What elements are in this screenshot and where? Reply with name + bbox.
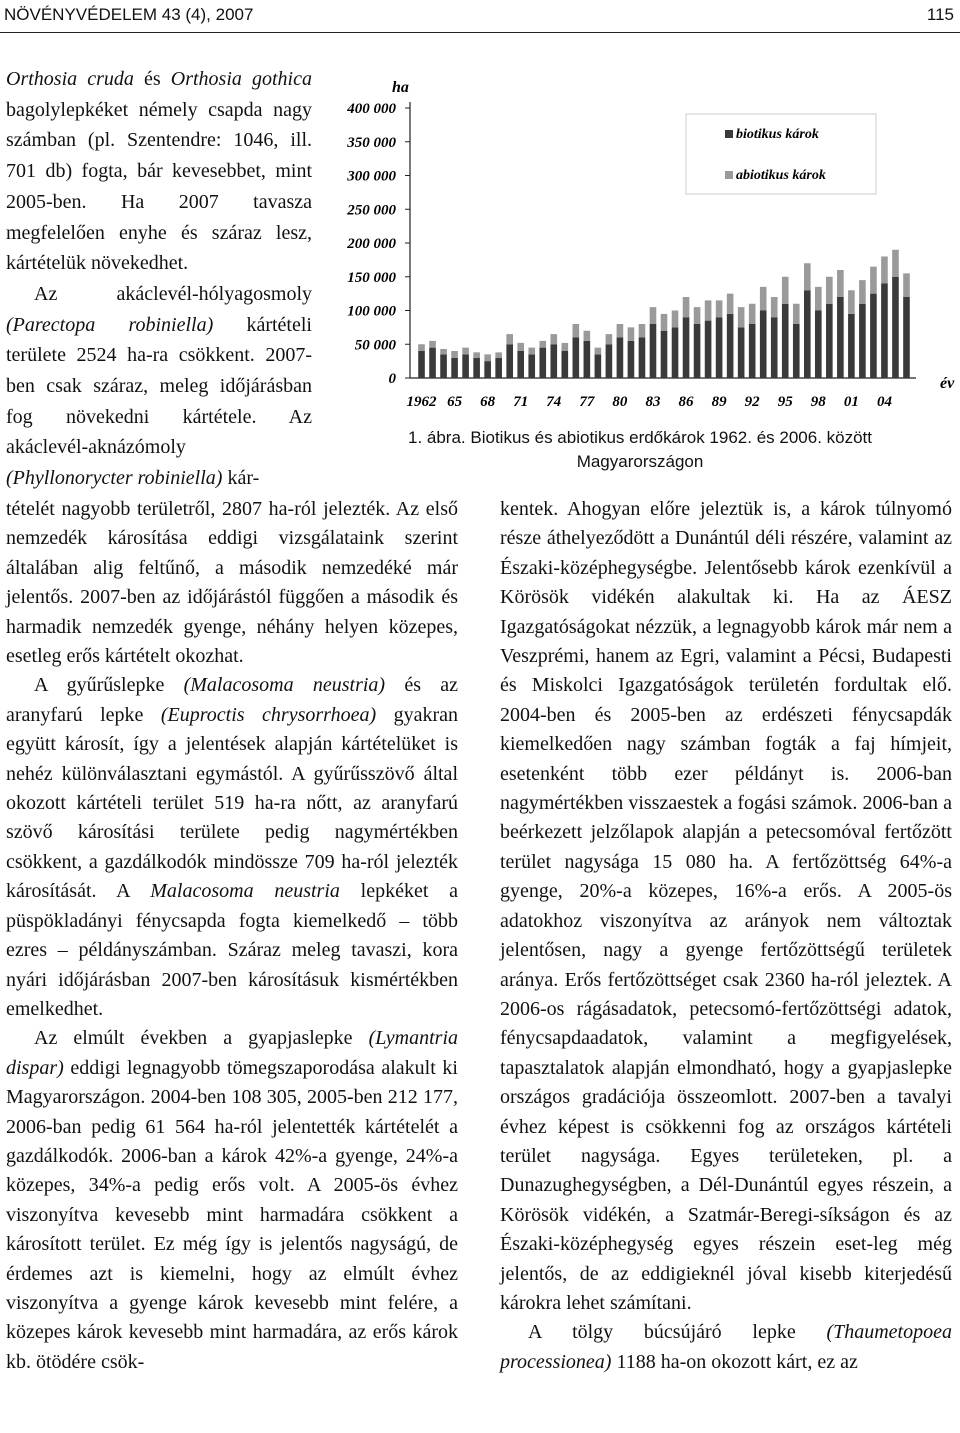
bar-abiotikus — [506, 334, 513, 344]
bar-abiotikus — [661, 314, 668, 331]
bar-abiotikus — [628, 327, 635, 341]
page-number: 115 — [926, 5, 954, 24]
y-tick-label: 400 000 — [347, 101, 396, 117]
bar-abiotikus — [473, 352, 480, 357]
bar-abiotikus — [716, 300, 723, 317]
bar-abiotikus — [573, 324, 580, 338]
bar-abiotikus — [462, 348, 469, 355]
bar-biotikus — [473, 358, 480, 378]
left-column — [6, 495, 458, 1377]
bar-abiotikus — [760, 287, 767, 311]
bar-biotikus — [506, 344, 513, 378]
y-tick-label: 250 000 — [347, 202, 396, 219]
figure-1-chart — [326, 72, 956, 476]
bar-biotikus — [595, 354, 602, 378]
bar-abiotikus — [606, 334, 613, 344]
x-tick-label: 04 — [876, 394, 892, 410]
bar-biotikus — [826, 304, 833, 378]
bar-abiotikus — [815, 287, 822, 311]
bar-abiotikus — [804, 263, 811, 290]
bar-biotikus — [639, 338, 646, 379]
bar-abiotikus — [418, 344, 425, 351]
bar-biotikus — [749, 324, 756, 378]
bar-abiotikus — [495, 352, 502, 357]
x-unit-label: év — [940, 375, 955, 392]
x-tick-label: 01 — [843, 394, 859, 410]
bar-abiotikus — [639, 324, 646, 338]
bar-biotikus — [484, 361, 491, 378]
legend-label-abiotic: abiotikus károk — [736, 168, 826, 183]
bar-biotikus — [727, 314, 734, 378]
x-tick-label: 92 — [744, 394, 760, 410]
y-tick-label: 150 000 — [347, 269, 396, 286]
legend — [686, 114, 876, 194]
x-tick-label: 77 — [579, 394, 595, 410]
bar-abiotikus — [694, 307, 701, 324]
bar-abiotikus — [859, 280, 866, 304]
bar-biotikus — [418, 351, 425, 378]
bar-abiotikus — [429, 341, 436, 348]
bar-abiotikus — [738, 307, 745, 327]
bar-abiotikus — [782, 277, 789, 304]
bar-biotikus — [881, 284, 888, 379]
bar-biotikus — [903, 297, 910, 378]
bar-biotikus — [815, 311, 822, 379]
bar-abiotikus — [584, 331, 591, 341]
forest-damage-bar-chart — [326, 72, 956, 422]
bar-biotikus — [870, 294, 877, 378]
bar-abiotikus — [451, 351, 458, 358]
bar-biotikus — [892, 277, 899, 378]
paragraph-lymantria: Az elmúlt években a gyapjaslepke (Lymantria dispar) eddigi legnagyobb tömegszaporodása alakult ki Magyarországon. 2004-ben 108 305, 2005-ben 212 177, 2006-ban pedig 61 564 ha-ról jelentették kártételét a gazdálkodók. 2006-ban a károk 42%-a gyenge, 24%-a közepes, 34%-a pedig erős volt. A 2005-ös évhez viszonyítva kevesebb mint harmadára csökkent a károsított terület. Ez még így is jelentős nagyságú, de érdemes azt is kiemelni, hogy az elmúlt évhez viszonyítva a gyenge károk kevesebb mint felére, a közepes károk kevesebb mint harmadára, az erős károk kb. ötödére csök- — [6, 1027, 458, 1373]
bar-abiotikus — [881, 257, 888, 284]
bar-biotikus — [528, 354, 535, 378]
bar-biotikus — [628, 341, 635, 378]
bar-biotikus — [584, 341, 591, 378]
bar-biotikus — [650, 324, 657, 378]
figure-caption — [360, 426, 920, 474]
running-header — [0, 0, 960, 33]
bar-biotikus — [760, 311, 767, 379]
y-unit-label: ha — [392, 79, 409, 96]
bar-biotikus — [606, 344, 613, 378]
caption-line-2: Magyarországon — [576, 452, 704, 471]
bar-abiotikus — [617, 324, 624, 338]
bar-biotikus — [462, 354, 469, 378]
bar-abiotikus — [539, 341, 546, 348]
bar-biotikus — [573, 338, 580, 379]
bar-biotikus — [440, 354, 447, 378]
bar-abiotikus — [484, 354, 491, 361]
bar-biotikus — [429, 348, 436, 378]
bar-biotikus — [859, 304, 866, 378]
paragraph-damage-regions: kentek. Ahogyan előre jeleztük is, a károk túlnyomó része áthelyeződött a Dunántúl déli részére, valamint az Északi-középhegységbe. Jelentősebb károk ezenkívül a Körösök vidékén alakultak ki. Ha az ÁESZ Igazgatóságokat nézzük, a legnagyobb károk már nem a Veszprémi, hanem az Egri, valamint a Pécsi, Budapesti és Miskolci Igazgatóságok területén fordultak elő. 2004-ben és 2005-ben az erdészeti fénycsapdák kiemelkedően nagy számban fogták a faj hímjeit, esetenként több ezer példányt is. 2006-ban nagymértékben visszaestek a fogási számok. 2006-ban a beérkezett jelzőlapok alapján a petecsomóval fertőzött terület nagysága 15 080 ha. A fertőzöttség 64%-a gyenge, 20%-a közepes, 16%-a erős. A 2005-ös adatokhoz viszonyítva az arányok nem változtak jelentősen, nagy a gyenge fertőzöttségű területek aránya. Erős fertőzöttséget csak 2360 ha-ról jeleztek. A 2006-os rágásadatok, petecsomó-fertőzöttségi adatok, fénycsapdaadatok, valamint a megfigyelések, tapasztalatok alapján elmondható, hogy a gyapjaslepke országos gradációja összeomlott. 2007-ben a tavalyi évhez képest is csökkenni fog az országos kártételi terület nagysága. Egyes területeken, pl. a Dunazughegységben, a Dél-Dunántúl egyes részein, a Körösök vidékén, a Szatmár-Beregi-síkságon és az Északi-középhegység egyes részein eset-leg még jelentős, de az eddigieknél jóval kisebb kiterjedésű károkra lehet számítani. — [500, 498, 952, 1314]
y-tick-label: 350 000 — [347, 134, 396, 151]
y-tick-label: 0 — [388, 371, 396, 387]
paragraph-robinia-moths: Az akáclevél-hólyagosmoly (Parectopa robiniella) kártételi területe 2524 ha-ra csökkent. 2007-ben csak száraz, meleg időjárásban fog növekedni kártétele. Az akáclevél-aknázómoly (Phyllonorycter robiniella) kár- — [6, 282, 312, 490]
bar-biotikus — [683, 317, 690, 378]
bar-biotikus — [539, 348, 546, 378]
bar-abiotikus — [771, 297, 778, 317]
x-tick-label: 86 — [678, 394, 694, 410]
y-tick-label: 200 000 — [347, 236, 396, 252]
paragraph-thaumetopoea: A tölgy búcsújáró lepke (Thaumetopoea processionea) 1188 ha-on okozott kárt, ez az — [500, 1321, 952, 1373]
x-tick-label: 71 — [513, 394, 529, 410]
bar-biotikus — [672, 327, 679, 378]
bar-biotikus — [661, 331, 668, 378]
journal-title: NÖVÉNYVÉDELEM 43 (4), 2007 — [4, 5, 254, 24]
right-column — [500, 495, 952, 1377]
bar-abiotikus — [727, 294, 734, 314]
x-tick-label: 74 — [546, 394, 562, 410]
bar-abiotikus — [440, 349, 447, 354]
bar-abiotikus — [837, 270, 844, 297]
bar-biotikus — [451, 358, 458, 378]
x-tick-label: 65 — [447, 394, 463, 410]
x-tick-label: 1962 — [406, 394, 437, 410]
bar-abiotikus — [793, 304, 800, 324]
bar-abiotikus — [561, 343, 568, 351]
x-tick-label: 80 — [612, 394, 628, 410]
bar-abiotikus — [705, 300, 712, 320]
bar-abiotikus — [672, 311, 679, 328]
bar-biotikus — [848, 314, 855, 378]
bar-abiotikus — [550, 334, 557, 344]
bar-biotikus — [716, 317, 723, 378]
paragraph-malacosoma: A gyűrűslepke (Malacosoma neustria) és az aranyfarú lepke (Euproctis chrysorrhoea) gyakran együtt károsít, így a jelentések alapján kártételüket is nehéz különválasztani egymástól. A gyűrűsszövő által okozott kártételi terület 519 ha-ra nőtt, az aranyfarú szövő károsítási területe pedig nagymértékben csökkent, a gazdálkodók mindössze 709 ha-ról jelezték károsítását. A Malacosoma neustria lepkéket a püspökladányi fénycsapda fogta kiemelkedő – több ezres – példányszámban. Száraz meleg tavaszi, kora nyári időjárásban 2007-ben károsításuk kismértékben emelkedhet. — [6, 674, 459, 1020]
bar-abiotikus — [517, 343, 524, 351]
bar-abiotikus — [749, 304, 756, 324]
bar-biotikus — [793, 324, 800, 378]
y-tick-label: 300 000 — [347, 168, 396, 185]
legend-swatch-biotic — [725, 130, 733, 138]
bar-abiotikus — [528, 348, 535, 355]
bar-biotikus — [495, 358, 502, 378]
x-tick-label: 68 — [480, 394, 496, 410]
bar-biotikus — [837, 297, 844, 378]
bar-biotikus — [782, 304, 789, 378]
bar-biotikus — [617, 338, 624, 379]
bar-abiotikus — [870, 267, 877, 294]
bar-biotikus — [561, 351, 568, 378]
bar-abiotikus — [650, 307, 657, 324]
caption-line-1: 1. ábra. Biotikus és abiotikus erdőkárok 1962. és 2006. között — [408, 428, 872, 447]
bar-biotikus — [804, 290, 811, 378]
bar-abiotikus — [848, 290, 855, 314]
wrapped-text-block — [6, 64, 312, 494]
bar-abiotikus — [892, 250, 899, 277]
x-tick-label: 89 — [711, 394, 727, 410]
paragraph-continued-damage: tételét nagyobb területről, 2807 ha-ról jelezték. Az első nemzedék károsítása eddigi vizsgálataink szerint általában alig feltűnő, a második nemzedéké már jelentős. 2007-ben az időjárástól függően a második és harmadik nemzedék gyenge, néhány helyen közepes, esetleg erős kártételt okozhat. — [6, 498, 458, 668]
y-tick-label: 50 000 — [354, 337, 396, 354]
x-tick-label: 98 — [810, 394, 826, 410]
y-tick-label: 100 000 — [347, 303, 396, 320]
x-tick-label: 95 — [777, 394, 793, 410]
legend-label-biotic: biotikus károk — [736, 127, 819, 142]
bar-biotikus — [694, 324, 701, 378]
bar-biotikus — [705, 321, 712, 378]
bar-abiotikus — [826, 277, 833, 304]
bar-abiotikus — [903, 273, 910, 297]
bar-biotikus — [738, 327, 745, 378]
legend-swatch-abiotic — [725, 171, 733, 179]
bar-abiotikus — [595, 348, 602, 355]
bar-biotikus — [550, 344, 557, 378]
bar-biotikus — [771, 317, 778, 378]
bar-abiotikus — [683, 297, 690, 317]
bar-biotikus — [517, 351, 524, 378]
paragraph-orthosia: Orthosia cruda és Orthosia gothica bagolylepkéket némely csapda nagy számban (pl. Szentendre: 1046, ill. 701 db) fogta, bár kevesebbet, mint 2005-ben. Ha 2007 tavasza megfelelően enyhe és száraz lesz, kártételük növekedhet. — [6, 68, 312, 275]
x-tick-label: 83 — [645, 394, 661, 410]
